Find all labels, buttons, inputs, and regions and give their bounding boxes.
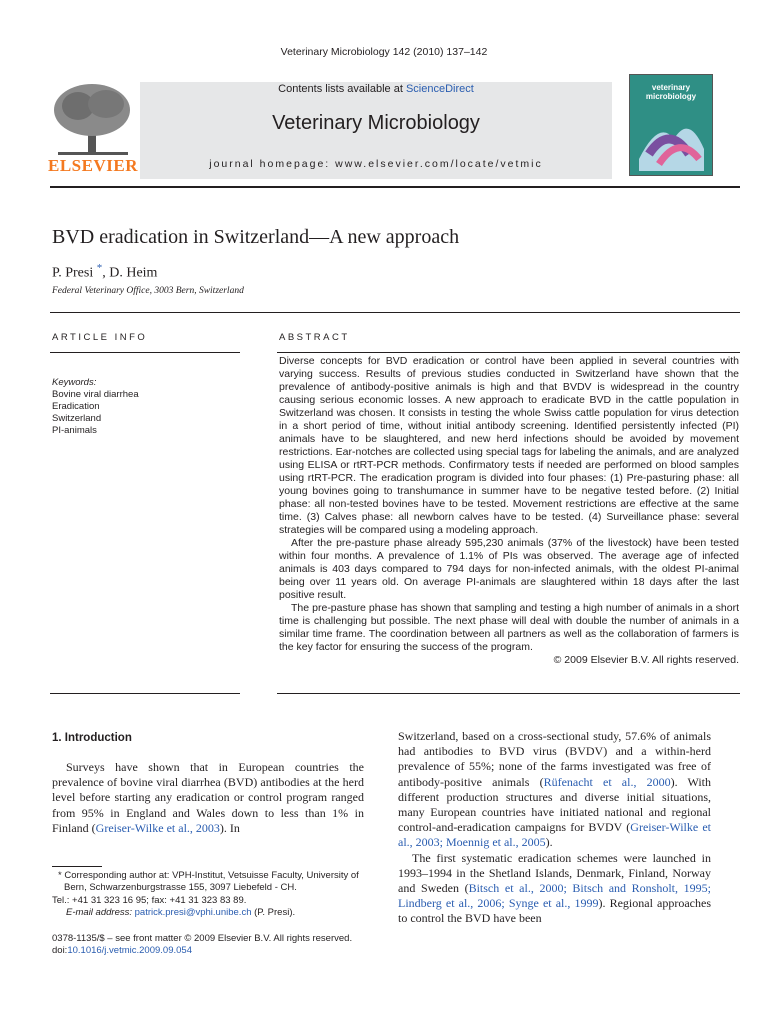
journal-homepage[interactable]: journal homepage: www.elsevier.com/locate/vetmic [209,158,543,170]
abstract-heading: ABSTRACT [279,332,350,343]
journal-title: Veterinary Microbiology [272,112,480,134]
title-rule [50,312,740,313]
section-heading-introduction: 1. Introduction [52,732,132,744]
keyword-item: Bovine viral diarrhea [52,389,139,400]
footnote-text: Corresponding author at: VPH-Institut, Vetsuisse Faculty, University of Bern, Schwarzenburgstrasse 155, 3097 Liebefeld - CH. [61,870,359,894]
abstract-paragraph: The pre-pasture phase has shown that sampling and testing a high number of animals in a short time is challenging but possible. The next phase will deal with double the number of animals in a similar time frame. The coordination between all partners as well as the collaboration of farmers is the key factor for ensuring the success of the program. [279,602,739,653]
right-text: ). [545,835,553,850]
abstract-body [279,355,739,667]
footnote-corresponding [52,870,368,895]
intro-text-end: ). In [219,820,240,835]
intro-right-column [398,729,711,927]
abstract-copyright: © 2009 Elsevier B.V. All rights reserved. [553,654,739,666]
keyword-item: Eradication [52,401,100,412]
article-info-bottom-rule [50,693,240,694]
article-title: BVD eradication in Switzerland—A new approach [52,226,460,248]
cover-art-icon [634,109,708,171]
abstract-rule [277,352,740,353]
front-matter [52,933,382,958]
email-label: E-mail address: [66,906,135,918]
journal-reference: Veterinary Microbiology 142 (2010) 137–142 [280,46,488,58]
issn-line: 0378-1135/$ – see front matter © 2009 Elsevier B.V. All rights reserved. [52,933,353,944]
footnote-mark: * [58,870,62,881]
contents-line [140,83,612,95]
article-info-heading: ARTICLE INFO [52,332,148,343]
right-text: Switzerland, based on a cross-sectional study, 57.6% of animals had antibodies to BVD virus (BVDV) and a within-herd prevalence of 55%; none of the farms investigated was free of antibody-positive animals ( [398,729,711,789]
author-heim: , D. Heim [102,265,158,281]
doi-link[interactable]: 10.1016/j.vetmic.2009.09.054 [67,945,192,957]
citation-link[interactable]: Greiser-Wilke et al., 2003 [95,820,220,835]
citation-link[interactable]: Greiser-Wilke et al., 2003; Moennig et al., 2005 [398,820,711,850]
abstract-paragraph: Diverse concepts for BVD eradication or control have been applied in several countries with varying success. Results of previous studies conducted in Switzerland have shown that the prevalence of antibody-positive animals is high and that BVDV is widespread in the country causing serious economic losses. A new approach to eradicate BVD in the cattle population in Switzerland was chosen. It consists in testing the whole Swiss cattle population for virus detection in a short period of time, without initial antibody screening. Identified persistently infected (PI) animals have to be slaughtered, and new herd infections should be avoided by movement restrictions. Ear-notches are collected using special tags for labeling the animals, and are analyzed using ELISA or rtRT-PCR methods. Confirmatory tests if needed are performed on blood samples using rtRT-PCR. The eradication program is divided into four phases: (1) Pre-pasturing phase: all young bovines going to transhumance in summer have to be negative tested before. (2) Initial phase: all non-tested bovines have to be tested. Movement restrictions are effective at the same time. (3) Calves phase: all newborn calves have to be tested. (4) Surveillance phase: several strategies will be compared using a modeling approach. [279,355,739,536]
keyword-item: PI-animals [52,425,97,436]
doi-prefix: doi: [52,945,68,957]
keywords-label: Keywords: [52,377,97,388]
right-text: ). Regional approaches to control the BVD have been [398,896,712,926]
email-suffix: (P. Presi). [251,906,296,918]
intro-left-column [52,760,364,836]
keywords [52,377,139,437]
right-paragraph [398,851,711,927]
footnote-rule [52,866,102,867]
right-text: The first systematic eradication schemes were launched in 1993–1994 in the Shetland Islands, Denmark, Finland, Norway and Sweden ( [398,850,711,896]
doi-line [52,945,382,957]
affiliation: Federal Veterinary Office, 3003 Bern, Switzerland [52,286,244,296]
email-link[interactable]: patrick.presi@vphi.unibe.ch [134,906,252,918]
publisher-logo-text: ELSEVIER [48,156,138,175]
journal-cover [629,74,713,176]
sciencedirect-link[interactable]: ScienceDirect [405,83,474,95]
authors [52,262,157,282]
footnote [52,870,368,919]
footnote-email-line [52,907,368,919]
keyword-item: Switzerland [52,413,102,424]
abstract-bottom-rule [277,693,740,694]
intro-text: Surveys have shown that in European countries the prevalence of bovine viral diarrhea (BVD) antibodies at the herd level before starting any eradication or control program ranged from 95% in England and Wales down to less than 1% in Finland ( [52,760,364,835]
author-presi: P. Presi [52,265,94,281]
abstract-paragraph: After the pre-pasture phase already 595,230 animals (37% of the livestock) have been tested within four months. A prevalence of 1.1% of PIs was observed. The average age of infected animals is 403 days compared to 794 days for non-infected animals, with the oldest PI-animal being over 11 years old. On average PI-animals are slaughtered within 18 days after the last positive result. [279,537,739,601]
footnote-tel: Tel.: +41 31 323 16 95; fax: +41 31 323 83 89. [52,894,247,906]
contents-prefix: Contents lists available at [278,83,406,95]
right-text: ). With different production structures and diverse initial situations, many European countries have initiated national and regional control-and-eradication campaigns for BVDV ( [398,774,711,835]
citation-link[interactable]: Bitsch et al., 2000; Bitsch and Ronsholt, 1995; Lindberg et al., 2006; Synge et al., 1999 [398,881,711,911]
corresponding-mark[interactable]: * [96,262,103,274]
cover-title: veterinary microbiology [645,83,697,101]
citation-link[interactable]: Rüfenacht et al., 2000 [543,774,671,789]
right-paragraph [398,729,711,851]
intro-paragraph [52,760,364,836]
article-info-rule [50,352,240,353]
elsevier-logo [48,80,138,176]
header-rule [50,186,740,188]
